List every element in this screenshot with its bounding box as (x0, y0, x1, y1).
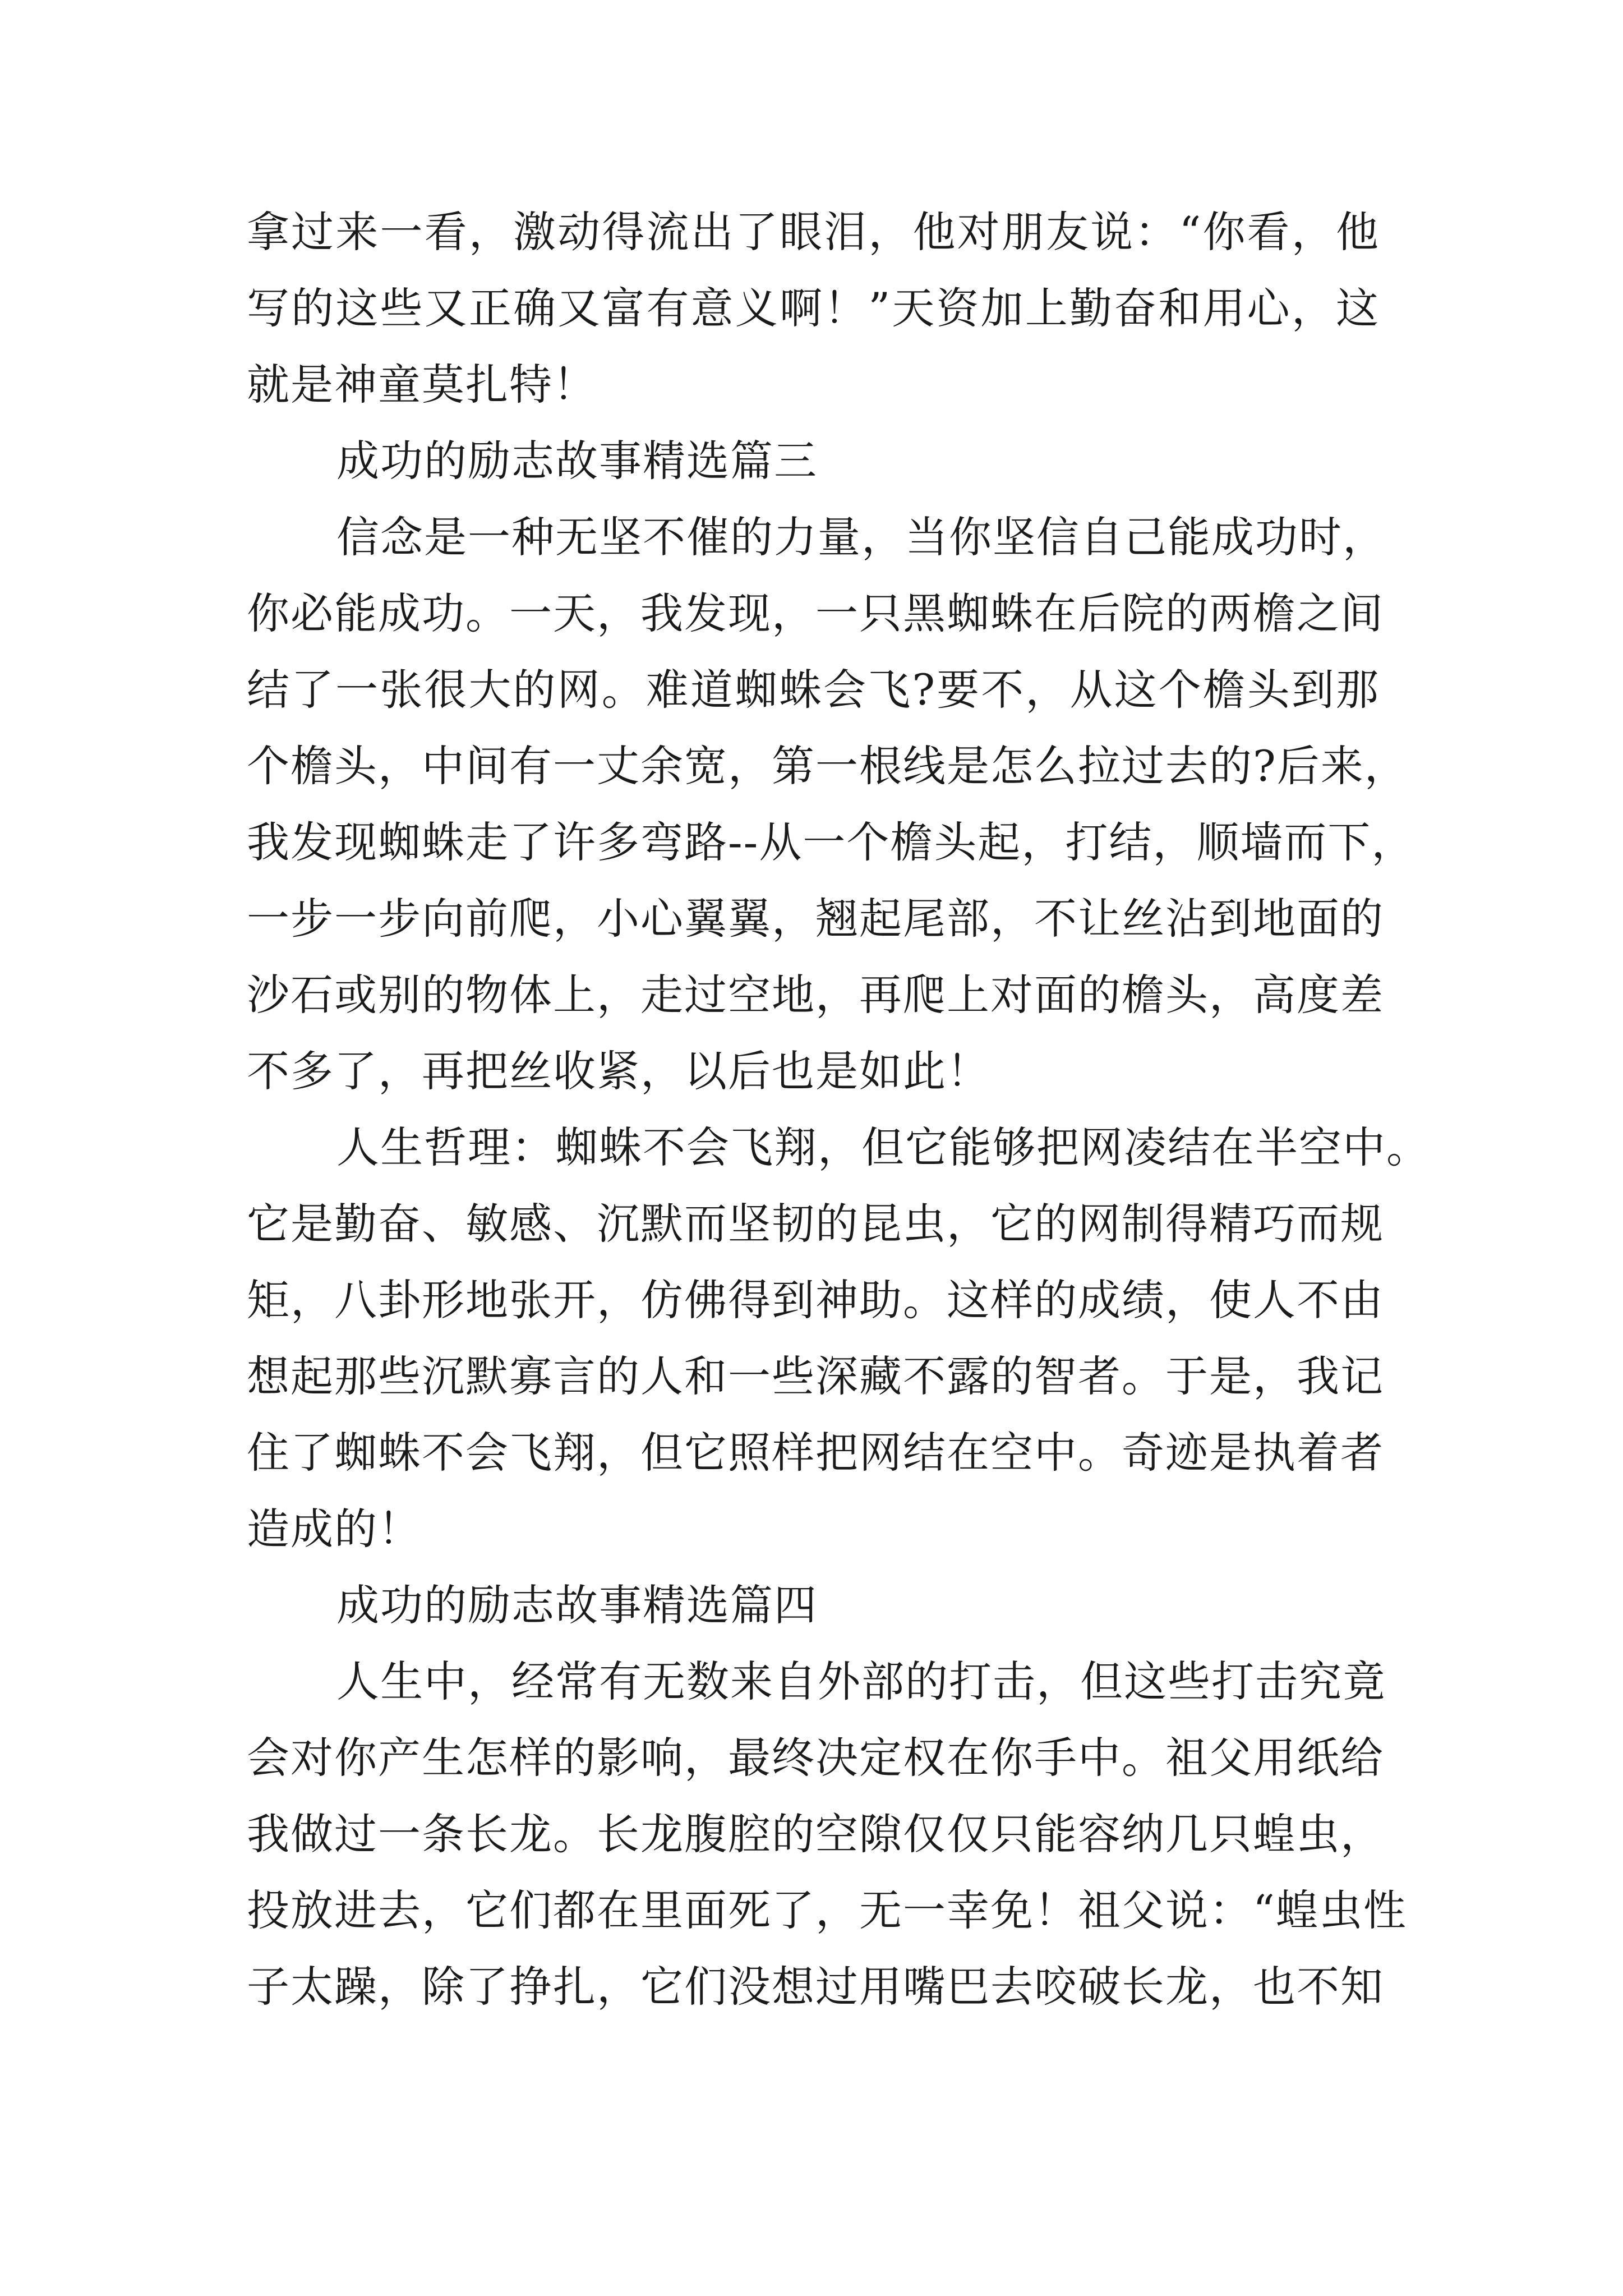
paragraph-start-line: 人生哲理：蜘蛛不会飞翔，但它能够把网凌结在半空中。 (336, 1122, 1430, 1172)
text-line: 你必能成功。一天，我发现，一只黑蜘蛛在后院的两檐之间 (247, 588, 1384, 638)
text-line: 造成的！ (247, 1504, 422, 1554)
text-line: 会对你产生怎样的影响，最终决定权在你手中。祖父用纸给 (247, 1733, 1384, 1783)
body-text (247, 194, 1430, 2025)
text-line: 我做过一条长龙。长龙腹腔的空隙仅仅只能容纳几只蝗虫， (247, 1809, 1384, 1859)
text-line: 沙石或别的物体上，走过空地，再爬上对面的檐头，高度差 (247, 970, 1384, 1020)
text-line: 个檐头，中间有一丈余宽，第一根线是怎么拉过去的?后来， (247, 741, 1408, 791)
text-line: 想起那些沉默寡言的人和一些深藏不露的智者。于是，我记 (247, 1351, 1384, 1401)
text-line: 住了蜘蛛不会飞翔，但它照样把网结在空中。奇迹是执着者 (247, 1428, 1384, 1478)
text-line: 它是勤奋、敏感、沉默而坚韧的昆虫，它的网制得精巧而规 (247, 1199, 1384, 1249)
text-line: 一步一步向前爬，小心翼翼，翘起尾部，不让丝沾到地面的 (247, 894, 1384, 944)
paragraph-start-line: 人生中，经常有无数来自外部的打击，但这些打击究竟 (336, 1657, 1386, 1706)
text-line: 写的这些又正确又富有意义啊！”天资加上勤奋和用心，这 (247, 283, 1380, 333)
paragraph-start-line: 成功的励志故事精选篇四 (336, 1580, 818, 1630)
text-line: 矩，八卦形地张开，仿佛得到神助。这样的成绩，使人不由 (247, 1275, 1384, 1325)
text-line: 不多了，再把丝收紧，以后也是如此！ (247, 1046, 990, 1096)
text-line: 拿过来一看，激动得流出了眼泪，他对朋友说：“你看，他 (247, 207, 1380, 257)
text-line: 子太躁，除了挣扎，它们没想过用嘴巴去咬破长龙，也不知 (247, 1962, 1384, 2012)
text-line: 就是神童莫扎特！ (247, 360, 597, 409)
text-line: 投放进去，它们都在里面死了，无一幸免！祖父说：“蝗虫性 (247, 1885, 1407, 1935)
paragraph-start-line: 成功的励志故事精选篇三 (336, 436, 818, 486)
text-line: 结了一张很大的网。难道蜘蛛会飞?要不，从这个檐头到那 (247, 665, 1380, 715)
paragraph-start-line: 信念是一种无坚不催的力量，当你坚信自己能成功时， (336, 512, 1386, 562)
text-line: 我发现蜘蛛走了许多弯路--从一个檐头起，打结，顺墙而下， (247, 817, 1415, 867)
